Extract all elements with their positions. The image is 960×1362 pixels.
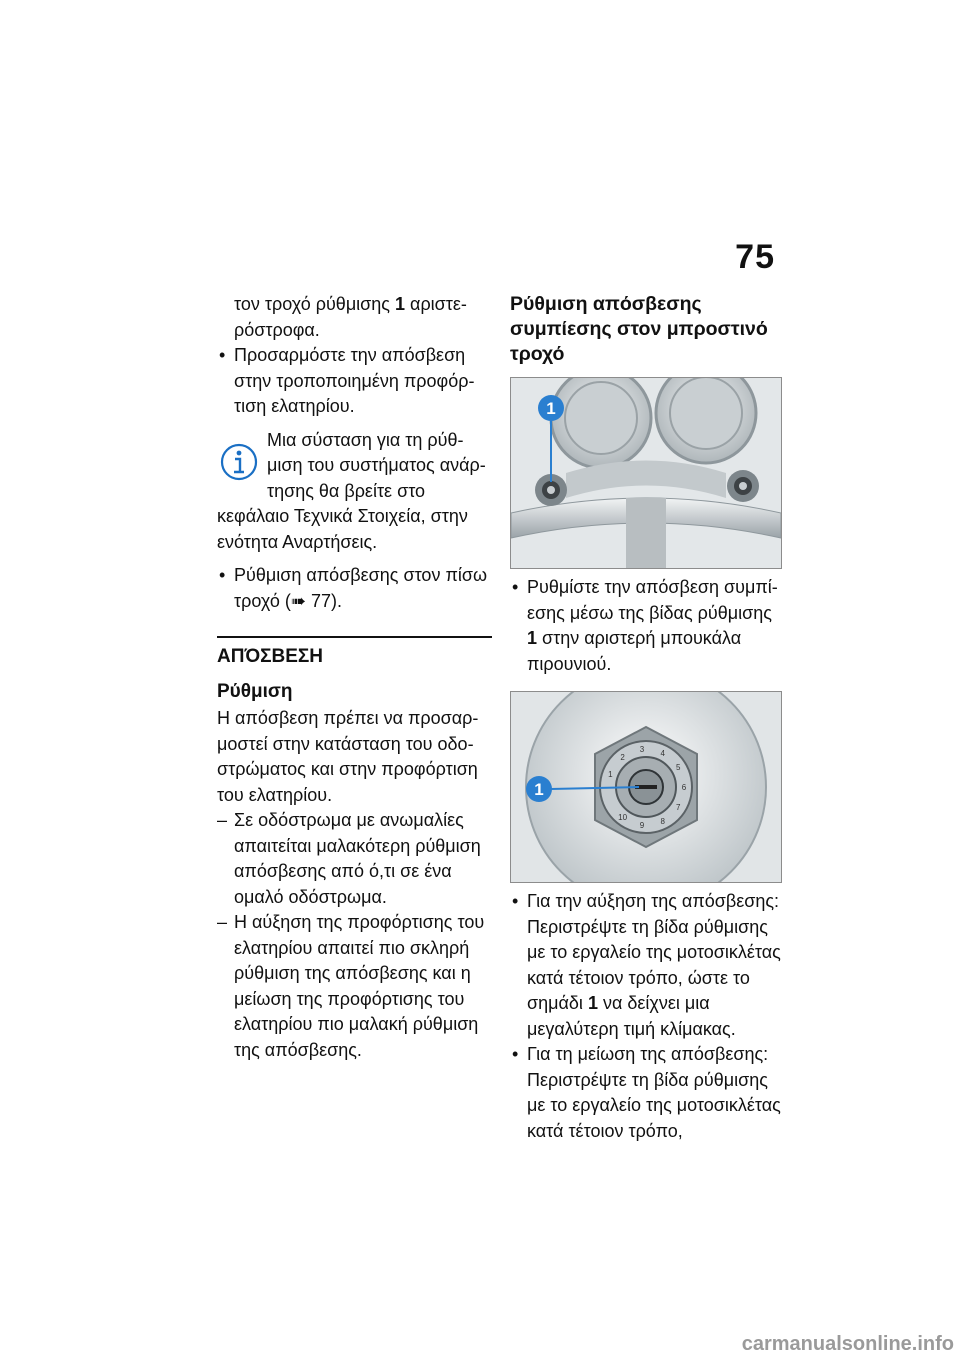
callout-label: 1: [534, 780, 544, 799]
bullet-increase-damping: • Για την αύξηση της απόσβεσης: Περιστρέψτε τη βίδα ρύθμισης με το εργαλείο της μοτοσικλέτας κατά τέτοιον τρόπο, ώστε το σημάδι 1 να δείχνει μια μεγαλύτερη τιμή κλίμακας.: [510, 889, 782, 1042]
dial-scale-label: 2: [620, 753, 625, 763]
info-note: [217, 428, 492, 556]
right-column: [510, 292, 782, 1144]
bullet-decrease-damping: • Για τη μείωση της απόσβεσης: Περιστρέψτε τη βίδα ρύθμισης με το εργαλείο της μοτοσικλέτας κατά τέτοιον τρόπο,: [510, 1042, 782, 1144]
dial-scale-label: 8: [660, 817, 665, 827]
intro-paragraph: Η απόσβεση πρέπει να προσαρμοστεί στην κατάσταση του οδοστρώματος και στην προφόρτιση του ελατηρίου.: [217, 708, 479, 805]
dash-item-rough-road: – Σε οδόστρωμα με ανωμαλίες απαιτείται μαλακότερη ρύθμιση απόσβεσης από ό,τι σε ένα ομαλό οδόστρωμα.: [217, 808, 492, 910]
page-number: 75: [735, 238, 775, 276]
info-text: Μια σύσταση για τη ρύθμιση του συστήματος ανάρτησης θα βρείτε στο κεφάλαιο Τεχνικά Στοιχεία, στην ενότητα Αναρτήσεις.: [217, 429, 486, 552]
dash-item-preload: – Η αύξηση της προφόρτισης του ελατηρίου απαιτεί πιο σκληρή ρύθμιση της απόσβεσης και η μείωση της προφόρτισης του ελατηρίου πιο μαλακή ρύθμιση της απόσβεσης.: [217, 910, 492, 1063]
dial-scale-label: 4: [660, 748, 665, 758]
section-title: ΑΠΌΣΒΕΣΗ: [217, 636, 492, 672]
bullet-adjust-damping: • Προσαρμόστε την απόσβεση στην τροποποιημένη προφόρτιση ελατηρίου.: [217, 343, 492, 420]
continuation-paragraph: τον τροχό ρύθμισης 1 αριστερόστροφα.: [234, 294, 467, 340]
handlebar-illustration: [511, 378, 781, 568]
dial-scale-label: 3: [639, 745, 645, 755]
dial-scale-label: 5: [675, 762, 681, 772]
adjuster-illustration: [511, 692, 781, 882]
dial-scale-label: 6: [681, 783, 687, 792]
left-column: [217, 292, 492, 1063]
watermark: carmanualsonline.info: [741, 1333, 954, 1355]
dial-scale-label: 9: [639, 820, 645, 830]
adjuster-figure: [510, 691, 782, 883]
subsection-title: Ρύθμιση: [217, 681, 293, 702]
info-icon: [217, 432, 261, 482]
dial-scale-label: 10: [618, 812, 628, 822]
ref-number: 1: [395, 294, 406, 314]
bullet-rear-damping: • Ρύθμιση απόσβεσης στον πίσω τροχό (➠ 77).: [217, 563, 492, 614]
dial-scale-label: 7: [675, 803, 681, 813]
page-ref-link[interactable]: ➠ 77: [290, 590, 331, 611]
handlebar-figure: [510, 377, 782, 569]
callout-label: 1: [546, 399, 556, 418]
dial-scale-label: 1: [608, 770, 613, 779]
right-heading: Ρύθμιση απόσβεσης συμπίεσης στον μπροστινό τροχό: [510, 293, 768, 365]
bullet-compression-adjust: • Ρυθμίστε την απόσβεση συμπίεσης μέσω της βίδας ρύθμισης 1 στην αριστερή μπουκάλα πιρουνιού.: [510, 575, 782, 677]
